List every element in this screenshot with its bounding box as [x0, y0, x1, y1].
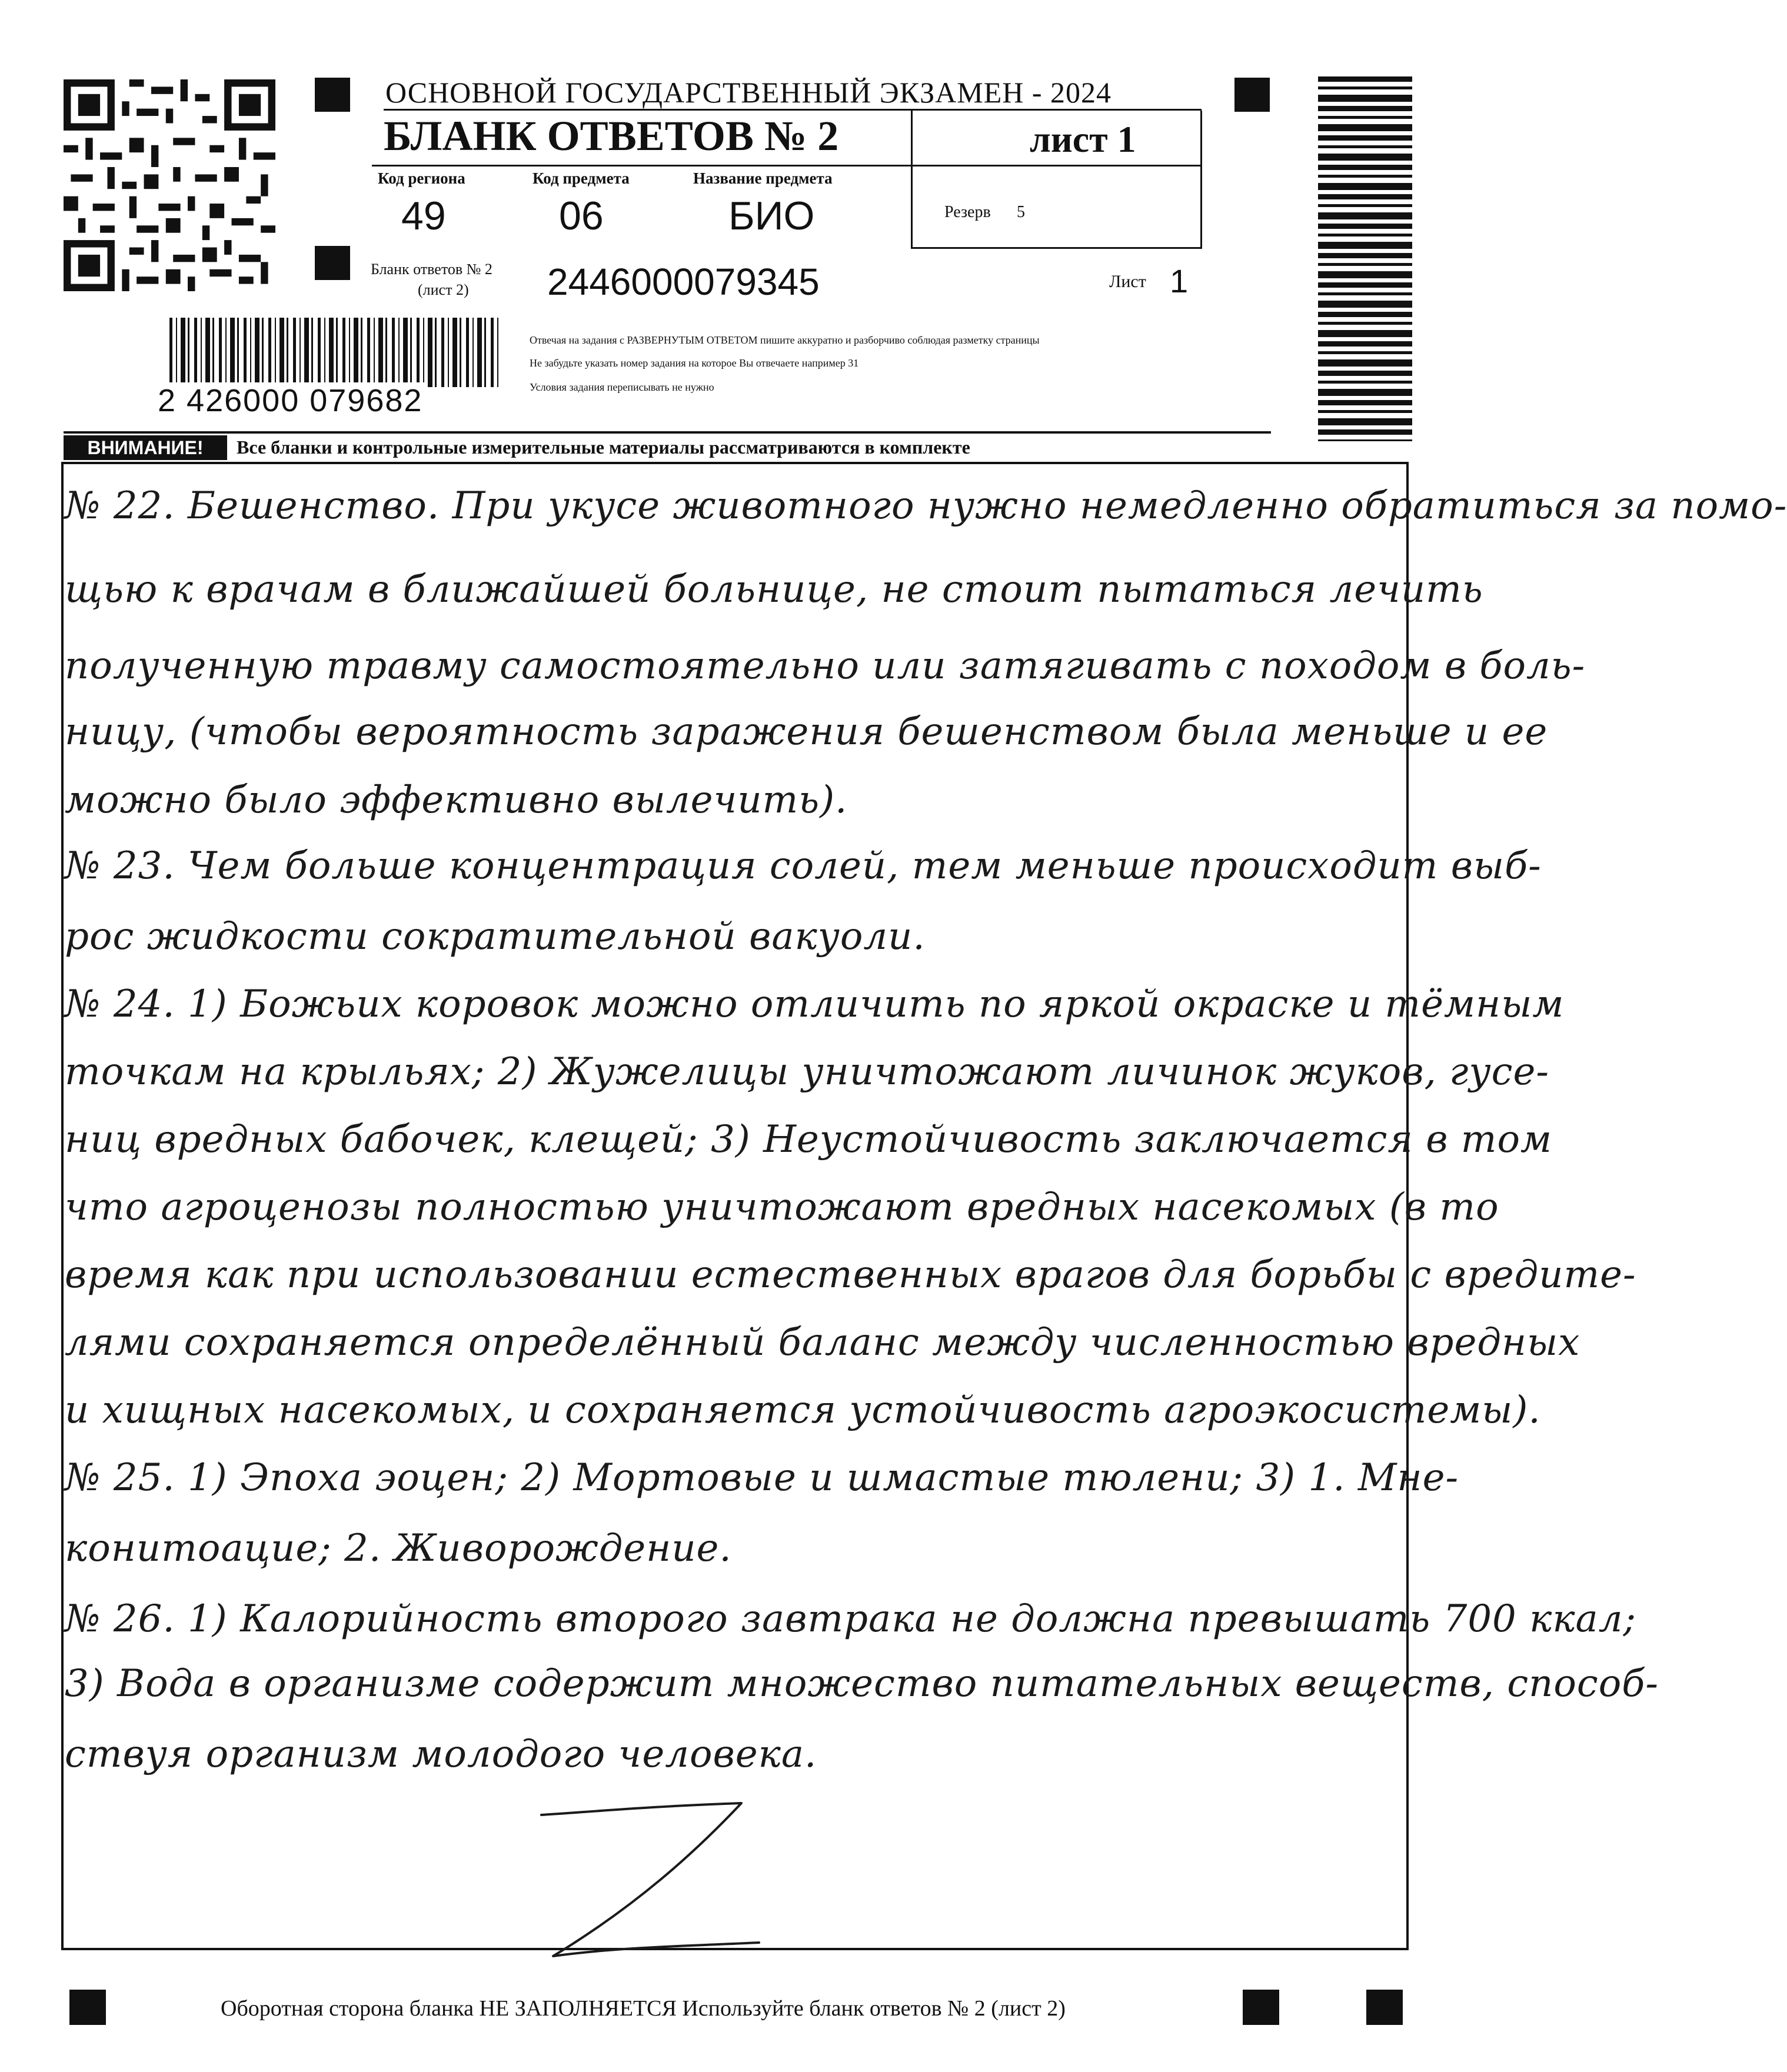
barcode-number: 2 426000 079682	[154, 382, 426, 419]
sheet-number: 1	[1170, 262, 1189, 299]
subject-code-label: Код предмета	[533, 169, 630, 187]
answer-line: № 25. 1) Эпоха эоцен; 2) Мортовые и шмастые тюлени; 3) 1. Мне-	[65, 1456, 1459, 1500]
qr-code-icon	[64, 79, 275, 291]
answer-line: можно было эффективно вылечить).	[65, 778, 848, 822]
attention-badge: ВНИМАНИЕ!	[64, 435, 227, 460]
answer-line: ствуя организм молодого человека.	[65, 1733, 817, 1776]
subject-code-value: 06	[559, 194, 604, 238]
subject-name-label: Название предмета	[693, 169, 833, 187]
answer-line: ниц вредных бабочек, клещей; 3) Неустойчивость заключается в том	[65, 1118, 1553, 1161]
answer-line: щью к врачам в ближайшей больнице, не стоит пытаться лечить	[65, 568, 1483, 611]
answer-line: точкам на крыльях; 2) Жужелицы уничтожают личинок жуков, гусе-	[65, 1050, 1549, 1094]
answer-line: рос жидкости сократительной вакуоли.	[65, 915, 926, 958]
z-strike-mark	[518, 1788, 765, 1965]
subject-name-value: БИО	[728, 194, 815, 238]
sheet-label: лист 1	[1030, 118, 1136, 160]
registration-mark	[69, 1990, 106, 2025]
form-id-number: 2446000079345	[547, 261, 820, 303]
answer-line: № 26. 1) Калорийность второго завтрака не должна превышать 700 ккал;	[65, 1597, 1636, 1641]
answer-line: и хищных насекомых, и сохраняется устойчивость агроэкосистемы).	[65, 1388, 1541, 1432]
answer-line: № 22. Бешенство. При укусе животного нужно немедленно обратиться за помо-	[65, 484, 1787, 528]
region-code-value: 49	[401, 194, 446, 238]
sheet-small-label: Лист	[1109, 272, 1146, 291]
reserve-label: Резерв	[944, 203, 991, 221]
instruction-line: Условия задания переписывать не нужно	[530, 381, 714, 393]
answer-line: № 24. 1) Божьих коровок можно отличить по яркой окраске и тёмным	[65, 982, 1565, 1026]
form-title: БЛАНК ОТВЕТОВ № 2	[384, 112, 839, 159]
answer-line: лями сохраняется определённый баланс между численностью вредных	[65, 1321, 1580, 1364]
instruction-line: Отвечая на задания с РАЗВЕРНУТЫМ ОТВЕТОМ пишите аккуратно и разборчиво соблюдая разметку страницы	[530, 334, 1040, 346]
exam-title: ОСНОВНОЙ ГОСУДАРСТВЕННЫЙ ЭКЗАМЕН - 2024	[385, 76, 1112, 109]
reserve-value: 5	[1017, 203, 1025, 221]
registration-mark	[1366, 1990, 1403, 2025]
footer-note: Оборотная сторона бланка НЕ ЗАПОЛНЯЕТСЯ Используйте бланк ответов № 2 (лист 2)	[221, 1996, 1066, 2021]
form-id-sublabel: (лист 2)	[418, 281, 469, 298]
answer-line: ницу, (чтобы вероятность заражения бешенством была меньше и ее	[65, 710, 1548, 754]
side-barcode-icon	[1318, 76, 1412, 441]
notice-text: Все бланки и контрольные измерительные материалы рассматриваются в комплекте	[237, 437, 970, 458]
instruction-line: Не забудьте указать номер задания на которое Вы отвечаете например 31	[530, 357, 859, 369]
answer-line: полученную травму самостоятельно или затягивать с походом в боль-	[65, 644, 1586, 688]
region-code-label: Код региона	[378, 169, 465, 187]
answer-line: что агроценозы полностью уничтожают вредных насекомых (в то	[65, 1185, 1499, 1229]
registration-mark	[1243, 1990, 1279, 2025]
registration-mark	[315, 78, 350, 112]
form-id-label: Бланк ответов № 2	[371, 261, 492, 278]
registration-mark	[1234, 78, 1270, 112]
registration-mark	[315, 246, 350, 280]
answer-line: конитоацие; 2. Живорождение.	[65, 1527, 732, 1570]
answer-line: 3) Вода в организме содержит множество питательных веществ, способ-	[65, 1662, 1659, 1705]
answer-line: № 23. Чем больше концентрация солей, тем меньше происходит выб-	[65, 844, 1542, 888]
barcode-icon	[169, 318, 499, 387]
answer-line: время как при использовании естественных врагов для борьбы с вредите-	[65, 1253, 1636, 1297]
